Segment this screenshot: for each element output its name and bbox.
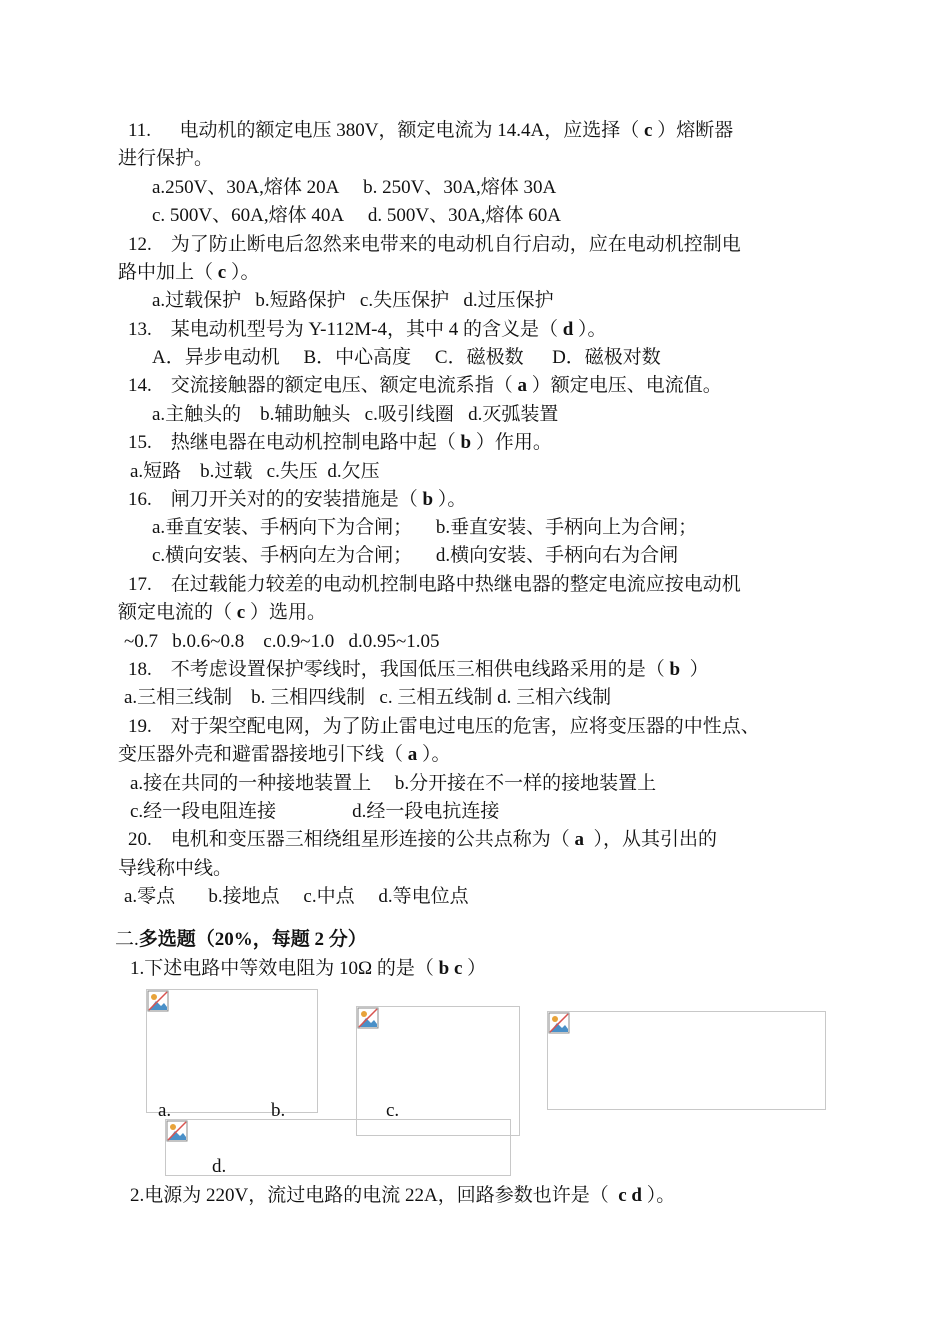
q11-stem-line1: 11. 电动机的额定电压 380V，额定电流为 14.4A，应选择（ c ）熔断器: [128, 120, 734, 141]
m1-stem: 1.下述电路中等效电阻为 10Ω 的是（ b c ）: [130, 958, 487, 979]
q20-stem-line2: 导线称中线。: [118, 858, 233, 879]
q16-stem: 16. 闸刀开关对的的安装措施是（ b ）。: [128, 489, 467, 510]
m2-stem: 2.电源为 220V，流过电路的电流 22A，回路参数也许是（ c d ）。: [130, 1185, 676, 1206]
q12-options: a.过载保护 b.短路保护 c.失压保护 d.过压保护: [152, 290, 554, 311]
q13-stem: 13. 某电动机型号为 Y-112M-4，其中 4 的含义是（ d ）。: [128, 319, 607, 340]
q16-answer: b: [422, 489, 434, 510]
q12-stem-line1: 12. 为了防止断电后忽然来电带来的电动机自行启动，应在电动机控制电: [128, 234, 741, 255]
q15-stem: 15. 热继电器在电动机控制电路中起（ b ）作用。: [128, 432, 552, 453]
q11-options-1: a.250V、30A,熔体 20A b. 250V、30A,熔体 30A: [152, 177, 557, 198]
q15-answer: b: [460, 432, 472, 453]
circuit-image-a: [146, 989, 318, 1113]
q15-options: a.短路 b.过载 c.失压 d.欠压: [130, 461, 380, 482]
q20-stem-line1: 20. 电机和变压器三相绕组星形连接的公共点称为（ a ），从其引出的: [128, 829, 718, 850]
q14-answer: a: [517, 375, 528, 396]
q18-answer: b: [669, 659, 681, 680]
broken-image-icon: [548, 1012, 570, 1034]
q14-stem: 14. 交流接触器的额定电压、额定电流系指（ a ）额定电压、电流值。: [128, 375, 722, 396]
broken-image-icon: [166, 1120, 188, 1142]
m1-label-c: c.: [386, 1100, 400, 1121]
q17-stem-line2: 额定电流的（ c ）选用。: [118, 602, 326, 623]
q19-stem-line2: 变压器外壳和避雷器接地引下线（ a ）。: [118, 744, 451, 765]
q17-options: ~0.7 b.0.6~0.8 c.0.9~1.0 d.0.95~1.05: [124, 631, 440, 652]
q20-answer: a: [574, 829, 585, 850]
q14-options: a.主触头的 b.辅助触头 c.吸引线圈 d.灭弧装置: [152, 404, 559, 425]
q11-answer: c: [644, 120, 653, 141]
broken-image-icon: [147, 990, 169, 1012]
q19-options-1: a.接在共同的一种接地装置上 b.分开接在不一样的接地装置上: [130, 773, 657, 794]
m1-answer: b c: [438, 958, 463, 979]
q16-options-2: c.横向安装、手柄向左为合闸； d.横向安装、手柄向右为合闸: [152, 545, 679, 566]
q19-options-2: c.经一段电阻连接 d.经一段电抗连接: [130, 801, 500, 822]
q13-answer: d: [562, 319, 574, 340]
section-title: 多选题（20%，每题 2 分）: [138, 929, 367, 950]
q18-options: a.三相三线制 b. 三相四线制 c. 三相五线制 d. 三相六线制: [124, 687, 612, 708]
m1-label-d: d.: [212, 1156, 227, 1177]
circuit-image-b: [356, 1006, 520, 1136]
q16-options-1: a.垂直安装、手柄向下为合闸； b.垂直安装、手柄向上为合闸；: [152, 517, 698, 538]
q12-stem-line2: 路中加上（ c ）。: [118, 262, 260, 283]
q20-options: a.零点 b.接地点 c.中点 d.等电位点: [124, 886, 469, 907]
section-heading: [115, 928, 367, 952]
q13-options: A．异步电动机 B．中心高度 C．磁极数 D．磁极对数: [152, 347, 661, 368]
broken-image-icon: [357, 1007, 379, 1029]
m2-answer: c d: [618, 1185, 642, 1206]
q11-options-2: c. 500V、60A,熔体 40A d. 500V、30A,熔体 60A: [152, 205, 562, 226]
q12-answer: c: [217, 262, 227, 283]
circuit-image-c: [547, 1011, 826, 1110]
m1-label-a: a.: [158, 1100, 172, 1121]
q19-answer: a: [407, 744, 418, 765]
q17-answer: c: [236, 602, 246, 623]
q17-stem-line1: 17. 在过载能力较差的电动机控制电路中热继电器的整定电流应按电动机: [128, 574, 741, 595]
q11-stem-line2: 进行保护。: [118, 148, 214, 169]
q19-stem-line1: 19. 对于架空配电网，为了防止雷电过电压的危害，应将变压器的中性点、: [128, 716, 760, 737]
m1-label-b: b.: [271, 1100, 286, 1121]
q18-stem: 18. 不考虑设置保护零线时，我国低压三相供电线路采用的是（ b ）: [128, 659, 709, 680]
section-number: 二.: [115, 929, 139, 950]
